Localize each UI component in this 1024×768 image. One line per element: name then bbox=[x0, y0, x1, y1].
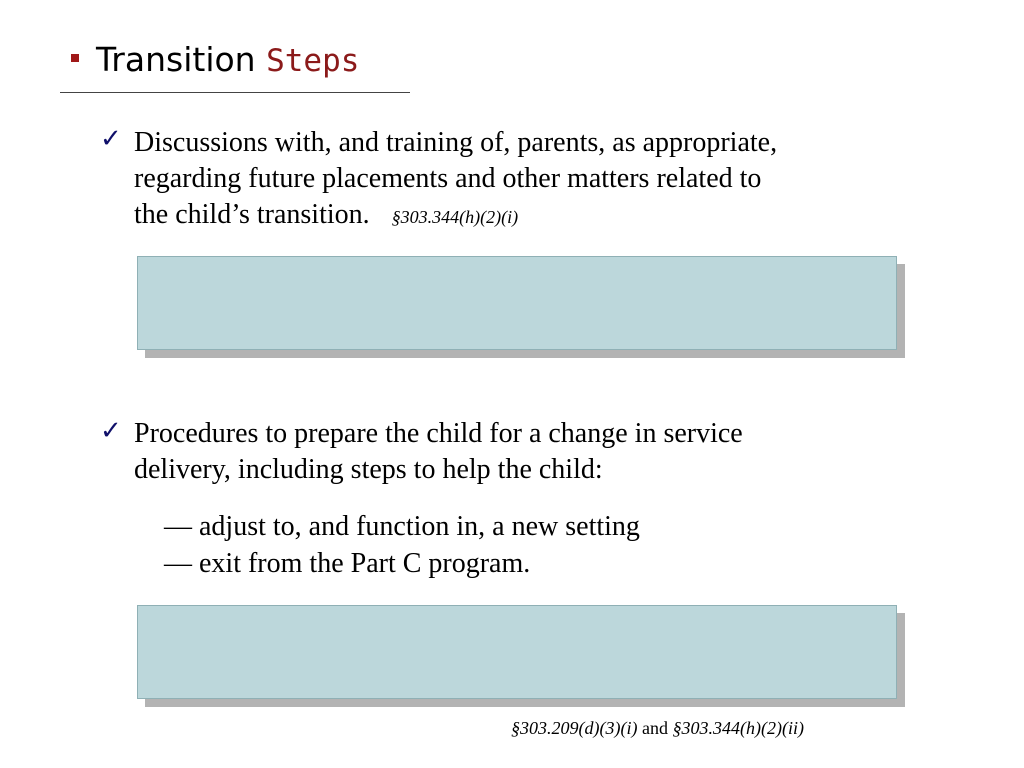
bullet-1-line-2: regarding future placements and other matters related to bbox=[134, 163, 762, 194]
answer-box-1 bbox=[137, 256, 907, 360]
answer-box-2-panel bbox=[137, 605, 897, 699]
answer-box-1-inner bbox=[146, 265, 896, 349]
bullet-1-citation: §303.344(h)(2)(i) bbox=[391, 207, 519, 227]
checkmark-icon: ✓ bbox=[100, 124, 122, 154]
bullet-1-line-3-text: the child’s transition. bbox=[134, 199, 370, 230]
bullet-2-line-1: Procedures to prepare the child for a change in service bbox=[134, 418, 743, 449]
bullet-2-line-2: delivery, including steps to help the child: bbox=[134, 454, 603, 485]
title-bullet-icon bbox=[71, 54, 79, 62]
footer-citation-joiner: and bbox=[637, 718, 673, 738]
footer-citation-1: §303.209(d)(3)(i) bbox=[511, 718, 638, 738]
sub-item-1: — adjust to, and function in, a new setting bbox=[164, 511, 640, 542]
answer-box-2-inner bbox=[146, 614, 896, 698]
answer-box-2 bbox=[137, 605, 907, 709]
bullet-2-text bbox=[134, 416, 954, 488]
bullet-1-text bbox=[134, 125, 954, 235]
bullet-1-line-3 bbox=[134, 197, 954, 235]
page-title bbox=[96, 38, 359, 83]
checkmark-icon: ✓ bbox=[100, 416, 122, 446]
footer-citation bbox=[511, 715, 804, 741]
title-part-steps: Steps bbox=[266, 43, 360, 79]
title-divider bbox=[60, 92, 410, 93]
title-part-transition: Transition bbox=[96, 40, 256, 79]
sub-item-2: — exit from the Part C program. bbox=[164, 548, 531, 579]
bullet-1-line-1: Discussions with, and training of, parents, as appropriate, bbox=[134, 127, 778, 158]
footer-citation-2: §303.344(h)(2)(ii) bbox=[672, 718, 804, 738]
answer-box-1-panel bbox=[137, 256, 897, 350]
